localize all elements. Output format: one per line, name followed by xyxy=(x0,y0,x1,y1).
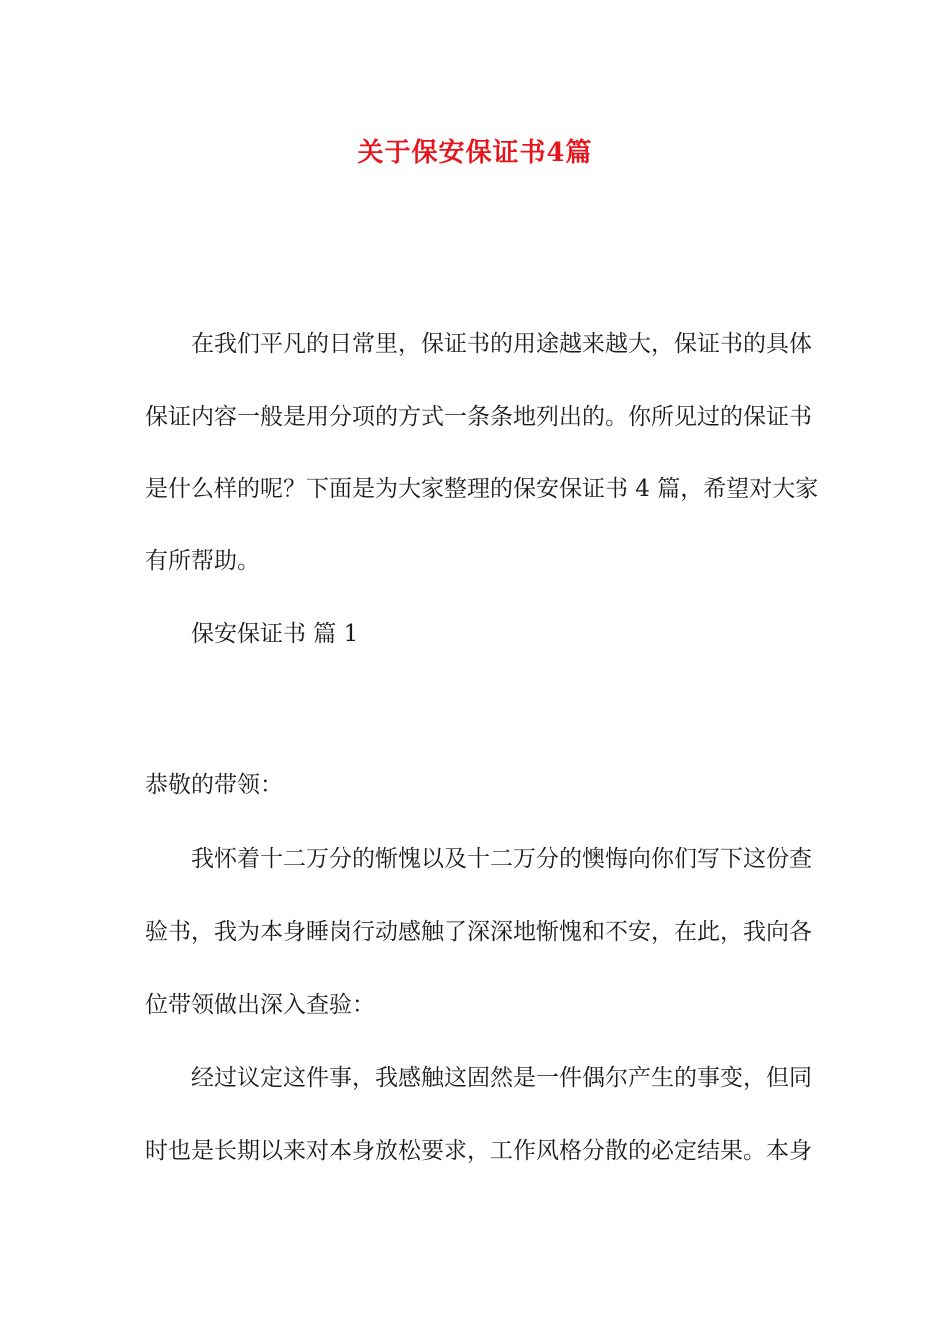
intro-line-3: 是什么样的呢？下面是为大家整理的保安保证书 4 篇，希望对大家 xyxy=(145,476,819,502)
para2-line-2: 时也是长期以来对本身放松要求，工作风格分散的必定结果。本身 xyxy=(145,1138,812,1164)
intro-line-2: 保证内容一般是用分项的方式一条条地列出的。你所见过的保证书 xyxy=(145,404,812,430)
para2-line-1: 经过议定这件事，我感触这固然是一件偶尔产生的事变，但同 xyxy=(191,1065,812,1091)
document-title: 关于保安保证书4篇 xyxy=(357,138,593,168)
para1-line-2: 验书，我为本身睡岗行动感触了深深地惭愧和不安，在此，我向各 xyxy=(145,919,812,945)
salutation: 恭敬的带领： xyxy=(145,772,283,798)
section-heading: 保安保证书 篇 1 xyxy=(191,621,359,647)
para1-line-3: 位带领做出深入查验： xyxy=(145,992,375,1018)
para1-line-1: 我怀着十二万分的惭愧以及十二万分的懊悔向你们写下这份查 xyxy=(191,846,812,872)
intro-line-1: 在我们平凡的日常里，保证书的用途越来越大，保证书的具体 xyxy=(191,331,812,357)
intro-line-4: 有所帮助。 xyxy=(145,548,260,574)
